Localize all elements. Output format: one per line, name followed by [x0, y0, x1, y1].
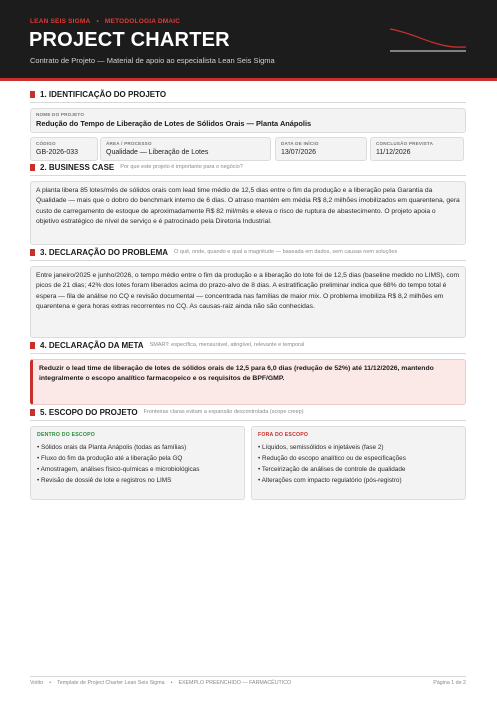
section-marker — [30, 164, 35, 171]
page-header — [0, 0, 497, 78]
field-label: ÁREA / PROCESSO — [106, 141, 152, 146]
section-marker — [30, 342, 35, 349]
field-label: CONCLUSÃO PREVISTA — [376, 141, 434, 146]
section-hint: Por que este projeto é importante para o negócio? — [120, 164, 243, 170]
decay-curve-icon — [388, 24, 468, 54]
list-item: • Revisão de dossiê de lote e registros no LIMS — [37, 475, 238, 486]
section-marker — [30, 91, 35, 98]
in-scope-list — [37, 442, 238, 486]
section-marker — [30, 249, 35, 256]
section-title: 3. DECLARAÇÃO DO PROBLEMA — [40, 247, 169, 257]
field-label: NOME DO PROJETO — [36, 112, 85, 117]
section-scope — [30, 406, 466, 421]
footer-example: EXEMPLO PREENCHIDO — FARMACÊUTICO — [178, 680, 292, 686]
goal-box — [30, 359, 466, 405]
section-title: 5. ESCOPO DO PROJETO — [40, 407, 138, 417]
section-goal — [30, 339, 466, 354]
field-value: 13/07/2026 — [281, 149, 317, 156]
business-case-text: A planta libera 85 lotes/mês de sólidos orais com lead time médio de 12,5 dias entre o fim da produção e a liberação pela Garantia da Qualidade — mais que o dobro do benchmark interno de 6 dias. O atraso mantém em média R$ 8,2 milhões imobilizados em quarentena, gera custo de carregamento de estoque de aproximadamente R$ 82 mil/mês e eleva o risco de ruptura de abastecimento. O projeto apoia o objetivo estratégico de nível de serviço e é patrocinado pela Diretoria Industrial. — [36, 187, 460, 226]
in-scope-box — [30, 426, 245, 500]
kicker-right: METODOLOGIA DMAIC — [104, 18, 181, 25]
section-problem — [30, 246, 466, 261]
section-business-case — [30, 161, 466, 176]
section-marker — [30, 409, 35, 416]
list-item: • Amostragem, análises físico-químicas e microbiológicas — [37, 464, 238, 475]
page-title: PROJECT CHARTER — [29, 29, 230, 51]
header-kicker — [30, 18, 183, 25]
kicker-left: LEAN SEIS SIGMA — [30, 18, 91, 25]
problem-box — [30, 266, 466, 338]
section-hint: O quê, onde, quando e qual a magnitude — baseada em dados, sem causas nem soluções — [174, 249, 398, 255]
section-divider — [30, 353, 466, 354]
kicker-separator: • — [96, 18, 99, 25]
list-item: • Redução do escopo analítico ou de especificações — [258, 453, 459, 464]
out-scope-box — [251, 426, 466, 500]
section-divider — [30, 420, 466, 421]
section-title: 2. BUSINESS CASE — [40, 162, 115, 172]
out-scope-title: FORA DO ESCOPO — [258, 432, 309, 438]
section-hint: Fronteiras claras evitam a expansão descontrolada (scope creep) — [143, 409, 304, 415]
page-subtitle: Contrato de Projeto — Material de apoio ao especialista Lean Seis Sigma — [30, 56, 275, 65]
section-title: 1. IDENTIFICAÇÃO DO PROJETO — [40, 89, 167, 99]
section-title: 4. DECLARAÇÃO DA META — [40, 340, 144, 350]
start-date-field — [275, 137, 367, 161]
page-number: Página 1 de 2 — [433, 680, 466, 686]
field-value: Qualidade — Liberação de Lotes — [106, 149, 209, 156]
list-item: • Alterações com impacto regulatório (pós-registro) — [258, 475, 459, 486]
project-name-field — [30, 108, 466, 133]
field-value: GB-2026-033 — [36, 149, 79, 156]
list-item: • Fluxo do fim da produção até a liberação pela GQ — [37, 453, 238, 464]
in-scope-title: DENTRO DO ESCOPO — [37, 432, 95, 438]
list-item: • Terceirização de análises de controle de qualidade — [258, 464, 459, 475]
out-scope-list — [258, 442, 459, 486]
footer-separator: • — [49, 680, 52, 686]
section-divider — [30, 175, 466, 176]
footer-template: Template de Project Charter Lean Seis Sigma — [57, 680, 165, 686]
field-label: DATA DE INÍCIO — [281, 141, 319, 146]
list-item: • Líquidos, semissólidos e injetáveis (fase 2) — [258, 442, 459, 453]
field-value: 11/12/2026 — [376, 149, 411, 156]
code-field — [30, 137, 98, 161]
footer-brand: Voitto — [30, 680, 44, 686]
project-name-value: Redução do Tempo de Liberação de Lotes de Sólidos Orais — Planta Anápolis — [36, 119, 312, 128]
goal-text: Reduzir o lead time de liberação de lotes de sólidos orais de 12,5 para 6,0 dias (redução de 52%) até 11/12/2026, mantendo integralmente o escopo analítico farmacopeico e os requisitos de BPF/GMP. — [39, 365, 434, 383]
footer-meta — [30, 680, 294, 686]
problem-text: Entre janeiro/2025 e junho/2026, o tempo médio entre o fim da produção e a liberação do lote foi de 12,5 dias (baseline medido no LIMS), com picos de 21 dias; 42% dos lotes foram liberados acima do prazo-alvo de 8 dias. A estratificação preliminar indica que 68% do tempo total é espera — fila de análise no CQ e revisão documental — concentrada nas famílias de maior mix. O problema imobiliza R$ 8,2 milhões em quarentena e gera horas extras recorrentes no CQ. As causas-raiz ainda não são conhecidas. — [36, 272, 460, 311]
field-label: CÓDIGO — [36, 141, 56, 146]
footer-divider — [30, 676, 466, 677]
business-case-box — [30, 181, 466, 245]
header-accent-bar — [0, 78, 497, 81]
section-divider — [30, 102, 466, 103]
section-hint: SMART: específica, mensurável, atingível, relevante e temporal — [149, 342, 305, 348]
section-identification — [30, 88, 466, 103]
footer-separator: • — [170, 680, 173, 686]
area-field — [100, 137, 271, 161]
section-divider — [30, 260, 466, 261]
end-date-field — [370, 137, 464, 161]
list-item: • Sólidos orais da Planta Anápolis (todas as famílias) — [37, 442, 238, 453]
